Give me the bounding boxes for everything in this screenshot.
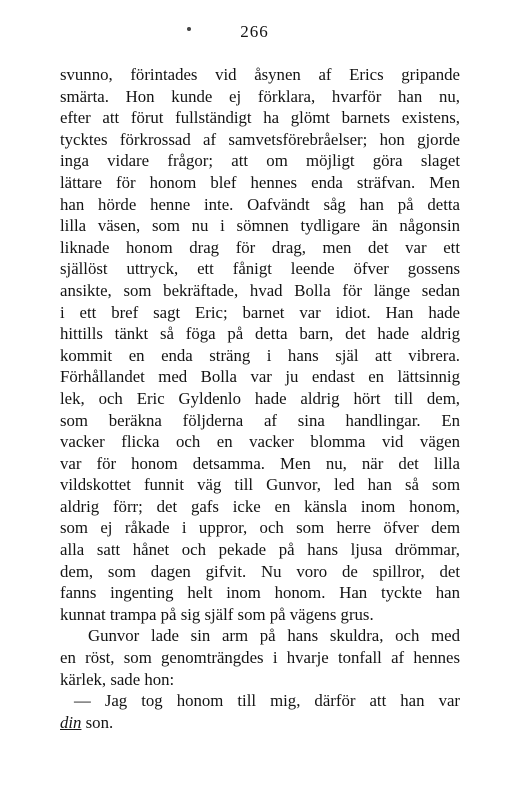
text-line: kärlek, sade hon: (60, 669, 175, 689)
text-line: kommit en enda sträng i hans själ att vibrera. (60, 345, 460, 365)
text-fragment: son. (81, 712, 114, 732)
text-line: kunnat trampa på sig själf som på vägens grus. (60, 604, 374, 624)
text-line: lilla väsen, som nu i sömnen tydligare än någonsin (60, 216, 460, 236)
text-line: en röst, som genomträngdes i hvarje tonfall af hennes (60, 648, 460, 668)
text-line: var för honom detsamma. Men nu, när det lilla (60, 453, 460, 473)
text-line: liknade honom drag för drag, men det var ett (60, 237, 460, 257)
text-line: inga vidare frågor; att om möjligt göra slaget (60, 151, 460, 171)
text-line: själlöst uttryck, ett fånigt leende öfver gossens (60, 259, 460, 279)
text-line: alla satt hånet och pekade på hans ljusa drömmar, (60, 540, 460, 560)
text-line-final (60, 712, 460, 734)
text-line: ansikte, som bekräftade, hvad Bolla för länge sedan (60, 280, 460, 300)
text-line: vildskottet funnit väg till Gunvor, led han så som (60, 475, 460, 495)
body-text (60, 64, 460, 733)
text-line: Gunvor lade sin arm på hans skuldra, och med (88, 626, 460, 646)
text-line: lek, och Eric Gyldenlo hade aldrig hört till dem, (60, 388, 460, 408)
text-line: dem, som dagen gifvit. Nu voro de spillror, det (60, 561, 460, 581)
text-line: tycktes förkrossad af samvetsförebråelser; hon gjorde (60, 129, 460, 149)
text-line: som ej råkade i uppror, och som herre öfver dem (60, 518, 460, 538)
text-line: aldrig förr; det gafs icke en känsla inom honom, (60, 496, 460, 516)
text-line: vacker flicka och en vacker blomma vid vägen (60, 432, 460, 452)
text-line: Förhållandet med Bolla var ju endast en lättsinnig (60, 367, 460, 387)
text-line: fanns ingenting helt inom honom. Han tyckte han (60, 583, 460, 603)
text-line: svunno, förintades vid åsynen af Erics gripande (60, 65, 460, 84)
emphasized-word: din (60, 712, 82, 732)
text-line: hittills tänkt så föga på detta barn, det hade aldrig (60, 324, 460, 344)
text-line: — Jag tog honom till mig, därför att han var (74, 691, 460, 711)
text-line: i ett bref sagt Eric; barnet var idiot. Han hade (60, 302, 460, 322)
text-line: som beräkna följderna af sina handlingar. En (60, 410, 460, 430)
text-line: han hörde henne inte. Oafvändt såg han på detta (60, 194, 460, 214)
page-number: 266 (240, 22, 269, 41)
text-line: smärta. Hon kunde ej förklara, hvarför han nu, (60, 86, 460, 106)
text-line: lättare för honom blef hennes enda sträfvan. Men (60, 172, 460, 192)
text-line: efter att förut fullständigt ha glömt barnets existens, (60, 108, 460, 128)
